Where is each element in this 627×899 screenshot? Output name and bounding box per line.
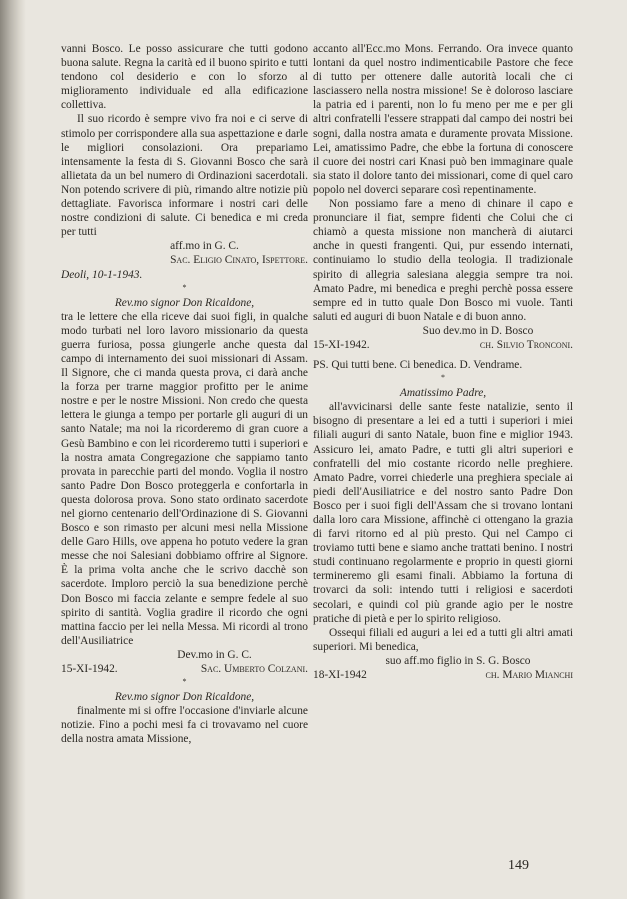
letter3-paragraph2: Non possiamo fare a meno di chinare il capo e pronunciare il fiat, sempre fidenti che Colui che ci chiamò a questa missione non mancherà di aiutarci anche in questi frangenti. Qui, pur essendo internati, continuiamo lo studio della teologia. Il tradizionale spirito di allegria salesiana aleggia sempre tra noi. Amato Padre, mi benedica e preghi perchè possa essere sempre ed in tutto quale Don Bosco mi vuole. Tanti saluti ed auguri di buon Natale e di buon anno. <box>313 198 573 323</box>
letter1-paragraph2: Il suo ricordo è sempre vivo fra noi e ci serve di stimolo per corrispondere alla sua aspettazione e darle le migliori consolazioni. Ora prepariamo intensamente la festa di S. Giovanni Bosco che sarà allietata da un bel numero di Ordinazioni sacerdotali. Non potendo scrivere di più, rimando altre notizie più dettagliate. Favorisca informare i nostri cari delle nostre condizioni di salute. Ci benedica e mi creda per tutti <box>61 113 309 239</box>
letter3-closing: Suo dev.mo in D. Bosco <box>422 324 534 337</box>
letter2-signature: Sac. Umberto Colzani. <box>200 663 308 676</box>
letter2-salutation: Rev.mo signor Don Ricaldone, <box>114 296 255 309</box>
letter3-salutation: Rev.mo signor Don Ricaldone, <box>114 691 255 704</box>
postscript: PS. Qui tutti bene. Ci benedica. D. Vendrame. <box>313 359 523 372</box>
letter4-salutation: Amatissimo Padre, <box>399 387 487 400</box>
page-number: 149 <box>508 858 529 873</box>
letter1-dateline: Deoli, 10-1-1943. <box>61 268 143 281</box>
letter3-body-start: finalmente mi si offre l'occasione d'inviarle alcune notizie. Fino a pochi mesi fa ci trovavamo nel cuore della nostra amata Missione, <box>61 705 308 746</box>
letter2-closing: Dev.mo in G. C. <box>177 648 252 661</box>
letter3-signature-row <box>313 338 573 352</box>
letter1-paragraph1: vanni Bosco. Le posso assicurare che tutti godono buona salute. Regna la carità ed il buono spirito e tutti tendono col desiderio e con lo sforzo al miglioramento individuale ed alla edificazione collettiva. <box>61 43 308 112</box>
letter3-signature: ch. Silvio Tronconi. <box>479 338 573 351</box>
letter1-closing: aff.mo in G. C. <box>170 240 239 253</box>
right-column <box>313 42 573 682</box>
letter2-body: tra le lettere che ella riceve dai suoi figli, in qualche modo turbati nel loro lavoro missionario da questa guerra furiosa, possa giungerle anche questa dal campo di internamento dei suoi missionari di Assam. Il Signore, che ci manda questa prova, ci darà anche la forza per trarne maggior profitto per le anime nostre e per le nostre Missioni. Non credo che questa lettera le giunga a tempo per portarle gli auguri di un santo Natale; ma noi la ricorderemo di gran cuore a Gesù Bambino e con lei ricorderemo tutti i superiori e la nostra amata Congregazione che sappiamo tanto provata in parecchie parti del mondo. Voglia il nostro santo Padre Don Bosco proteggerla e confortarla in questa dolorosa prova. Sono stato ordinato sacerdote nel giorno centenario dell'Ordinazione di S. Giovanni Bosco e son rimasto per alcuni mesi nella Missione delle Garo Hills, ove appena ho potuto vedere la gran messe che noi Salesiani dobbiamo offrire al Signore. È la prima volta anche che le scrivo dacchè son sacerdote. Imploro perciò la sua benedizione perchè Don Bosco mi faccia zelante e sempre fedele al suo spirito di santità. Voglia gradire il ricordo che ogni mattina faccio per lei nella Messa. Mi ricordi al trono dell'Ausiliatrice <box>61 310 308 647</box>
letter2-signature-row <box>61 662 308 676</box>
section-separator: * <box>182 677 187 687</box>
letter4-paragraph2: Ossequi filiali ed auguri a lei ed a tutti gli altri amati superiori. Mi benedica, <box>313 626 573 653</box>
left-column <box>61 42 308 747</box>
letter2-dateline: 15-XI-1942. <box>61 663 118 676</box>
letter1-signature: Sac. Eligio Cinato, Ispettore. <box>170 254 308 267</box>
letter4-closing: suo aff.mo figlio in S. G. Bosco <box>385 654 531 667</box>
letter3-body-continued: accanto all'Ecc.mo Mons. Ferrando. Ora invece quanto lontani da quel nostro indimenticabile Pastore che fece di tutto per ottenere dalle autorità locali che ci lasciassero nella nostra missione! Se è doloroso lasciare la patria ed i parenti, non lo fu meno per me e per gli altri confratelli l'essere strappati dal campo dei nostri bei sogni, dalla nostra amata e duramente provata Missione. Lei, amatissimo Padre, che ebbe la fortuna di conoscere il cuore dei nostri cari Knasi può ben immaginare quale sia stato il dolore tanto dei missionari, come di quel caro popolo nel doverci separare così repentinamente. <box>313 43 573 196</box>
section-separator: * <box>441 373 445 383</box>
letter4-signature: ch. Mario Mianchi <box>485 669 573 682</box>
section-separator: * <box>182 282 187 292</box>
letter4-dateline: 18-XI-1942 <box>313 669 367 682</box>
letter3-dateline: 15-XI-1942. <box>313 338 370 351</box>
letter4-body: all'avvicinarsi delle sante feste natalizie, sento il bisogno di presentare a lei ed a tutti i superiori i miei filiali auguri di santo Natale, buon fine e miglior 1943. Assicuro lei, amato Padre, e tutti gli altri superiori e confratelli del mio costante ricordo nelle preghiere. Amato Padre, vorrei chiederle una preghiera speciale ai piedi dell'Ausiliatrice e del nostro santo Padre Don Bosco per i suoi figli dell'Assam che si trovano lontani dalla loro cara Missione, affinchè ci ottengano la grazia di farvi ritorno ed al più presto. Qui nel Campo ci troviamo tutti bene e siamo anche trattati benino. I nostri studi continuano regolarmente e proprio in questi giorni termineremo gli esami finali. Abbiamo la fortuna di trovarci da soli: intendo tutti i religiosi e sacerdoti secolari, e quindi col più grande agio per le nostre pratiche di pietà e per lo spirito religioso. <box>313 401 573 625</box>
letter4-signature-row <box>313 668 573 682</box>
